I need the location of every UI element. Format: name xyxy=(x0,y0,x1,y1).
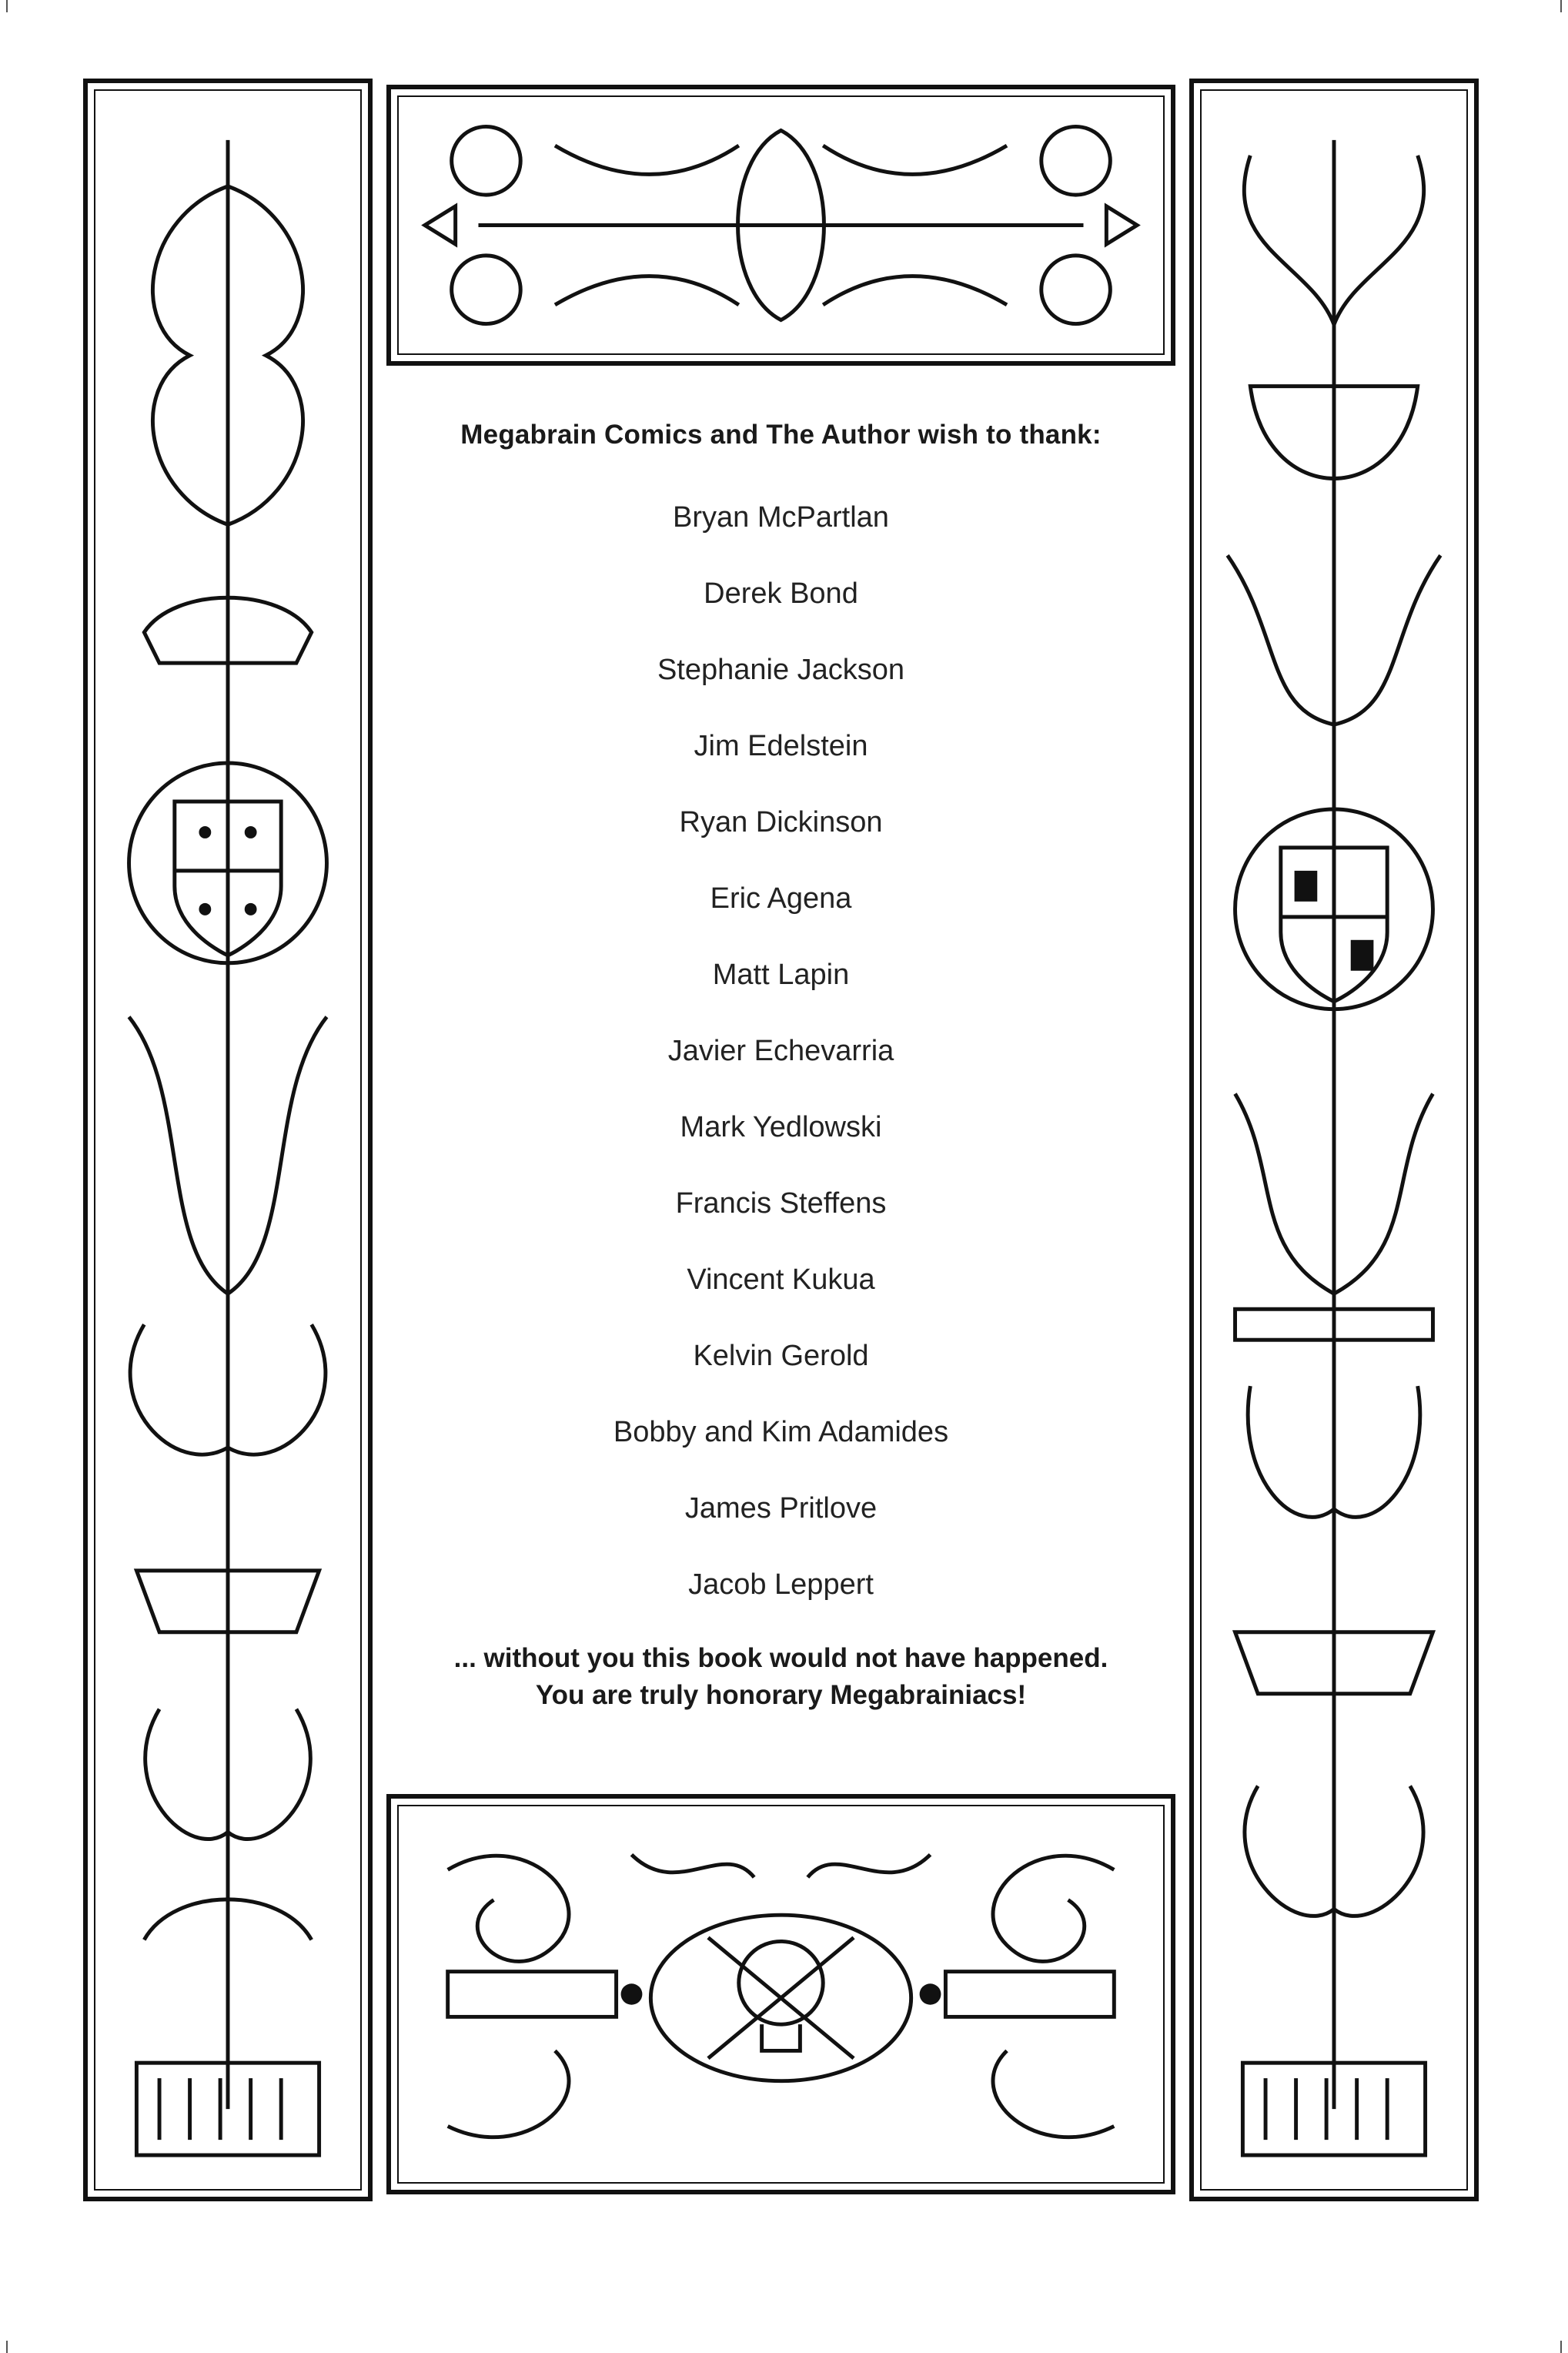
ornamental-column-with-shield-icon xyxy=(99,94,357,2186)
names-list xyxy=(386,480,1175,1623)
lightbulb-brain-panel-icon xyxy=(402,1809,1160,2179)
crop-mark xyxy=(6,0,8,12)
list-item: Bryan McPartlan xyxy=(673,501,889,534)
closing-message xyxy=(386,1640,1175,1714)
list-item: Ryan Dickinson xyxy=(679,806,883,838)
list-item: Eric Agena xyxy=(710,882,852,915)
list-item: Derek Bond xyxy=(704,577,858,610)
list-item: Jim Edelstein xyxy=(694,730,868,762)
list-item: Kelvin Gerold xyxy=(693,1340,869,1372)
list-item: Mark Yedlowski xyxy=(680,1111,882,1143)
list-item: Francis Steffens xyxy=(675,1187,887,1220)
bottom-ornamental-panel xyxy=(386,1794,1175,2194)
list-item: Vincent Kukua xyxy=(687,1264,875,1296)
credits-heading: Megabrain Comics and The Author wish to thank: xyxy=(460,420,1102,450)
list-item: Bobby and Kim Adamides xyxy=(613,1416,949,1448)
list-item: Matt Lapin xyxy=(712,959,850,991)
left-ornamental-column xyxy=(83,79,373,2201)
list-item: James Pritlove xyxy=(684,1492,878,1525)
closing-line-1: ... without you this book would not have happened. xyxy=(453,1643,1108,1673)
credits-block xyxy=(386,420,1175,1714)
closing-line-2: You are truly honorary Megabrainiacs! xyxy=(535,1680,1027,1710)
crop-mark xyxy=(1560,2341,1562,2353)
scrollwork-panel-icon xyxy=(402,100,1160,350)
crop-mark xyxy=(6,2341,8,2353)
list-item: Jacob Leppert xyxy=(688,1568,874,1601)
right-ornamental-column xyxy=(1189,79,1479,2201)
top-ornamental-panel xyxy=(386,85,1175,366)
ornamental-column-with-castle-shield-icon xyxy=(1205,94,1463,2186)
list-item: Stephanie Jackson xyxy=(657,654,905,686)
crop-mark xyxy=(1560,0,1562,12)
list-item: Javier Echevarria xyxy=(667,1035,894,1067)
